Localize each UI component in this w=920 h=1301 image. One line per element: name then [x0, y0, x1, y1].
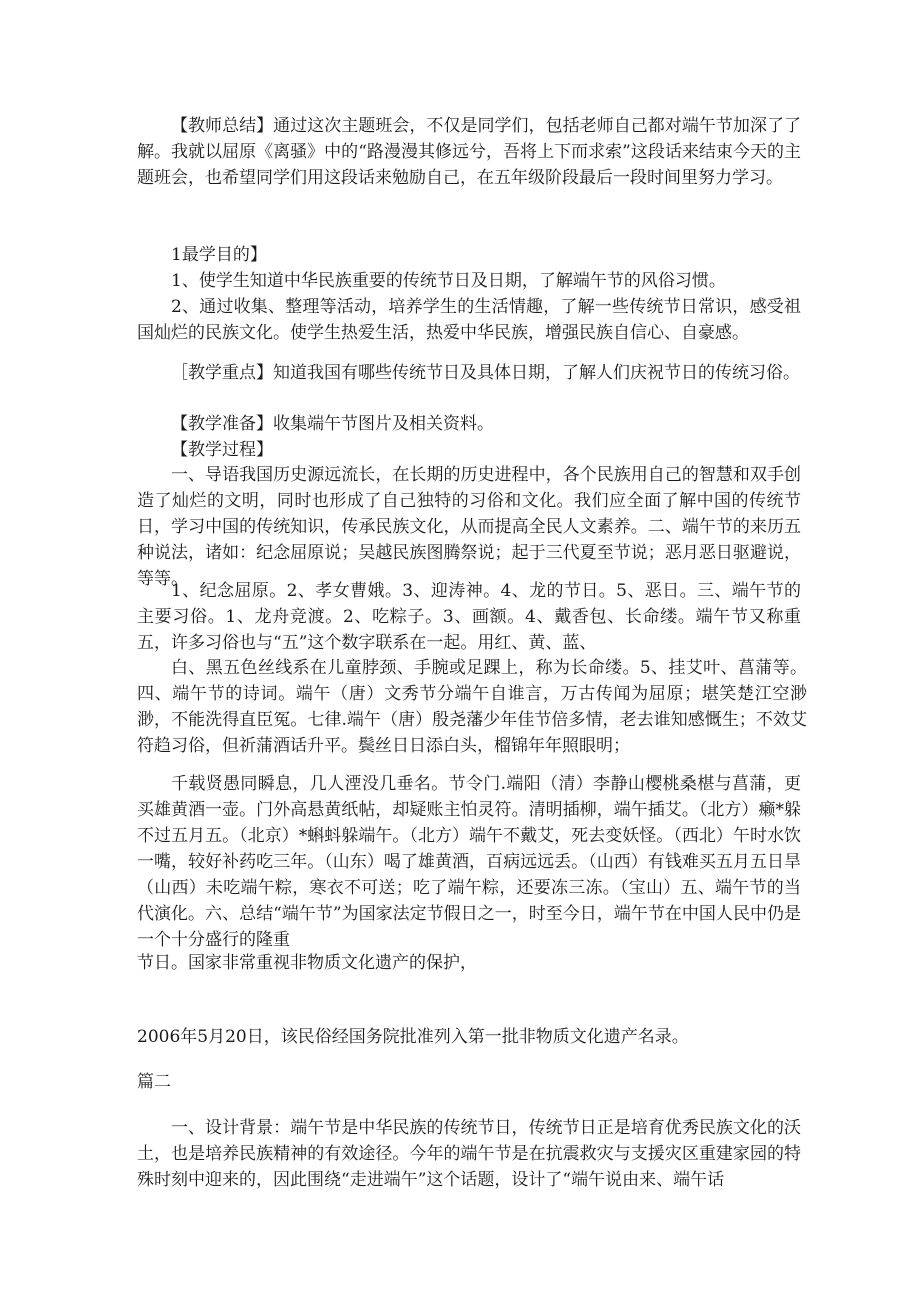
goal-2-paragraph: 2、通过收集、整理等活动，培养学生的生活情趣，了解一些传统节日常识，感受祖国灿烂的民族文化。使学生热爱生活，热爱中华民族，增强民族自信心、自豪感。	[137, 297, 801, 343]
teaching-preparation-paragraph: 【教学准备】收集端午节图片及相关资料。	[171, 414, 494, 434]
introduction-paragraph: 一、导语我国历史源远流长，在长期的历史进程中，各个民族用自己的智慧和双手创造了灿烂的文明，同时也形成了自己独特的习俗和文化。我们应全面了解中国的传统节日，学习中国的传统知识，传承民族文化，从而提高全民人文素养。二、端午节的来历五种说法，诸如：纪念屈原说；吴越民族图腾祭说；起于三代夏至节说；恶月恶日驱避说，等等。	[137, 465, 801, 589]
origins-customs-paragraph: 1、纪念屈原。2、孝女曹娥。3、迎涛神。4、龙的节日。5、恶日。三、端午节的主要习俗。1、龙舟竞渡。2、吃粽子。3、画额。4、戴香包、长命缕。端午节又称重五，许多习俗也与“五”这个数字联系在一起。用红、黄、蓝、	[137, 581, 801, 653]
section-two-heading: 篇二	[137, 1072, 171, 1092]
teaching-focus-paragraph: ［教学重点】知道我国有哪些传统节日及具体日期，了解人们庆祝节日的传统习俗。	[171, 363, 800, 383]
learning-goals-heading: 1最学目的】	[171, 245, 267, 265]
teacher-summary-paragraph: 【教师总结】通过这次主题班会，不仅是同学们，包括老师自己都对端午节加深了了解。我就以屈原《离骚》中的“路漫漫其修远兮，吾将上下而求索”这段话来结束今天的主题班会，也希望同学们用这段话来勉励自己，在五年级阶段最后一段时间里努力学习。	[137, 116, 801, 188]
design-background-paragraph: 一、设计背景：端午节是中华民族的传统节日，传统节日正是培育优秀民族文化的沃土，也是培养民族精神的有效途径。今年的端午节是在抗震救灾与支援灾区重建家园的特殊时刻中迎来的，因此围绕“走进端午”这个话题，设计了“端午说由来、端午话	[137, 1118, 801, 1190]
teaching-process-heading: 【教学过程】	[171, 440, 273, 460]
proverbs-paragraph: 千载贤愚同瞬息，几人湮没几垂名。节令门.端阳（清）李静山樱桃桑椹与菖蒲，更买雄黄酒一壶。门外高悬黄纸帖，却疑账主怕灵符。清明插柳，端午插艾。（北方）癞*躲不过五月五。（北京）*蝌蚪躲端午。（北方）端午不戴艾，死去变妖怪。（西北）午时水饮一嘴，较好补药吃三年。（山东）喝了雄黄酒，百病远远丢。（山西）有钱难买五月五日旱（山西）未吃端午粽，寒衣不可送；吃了端午粽，还要冻三冻。（宝山）五、端午节的当代演化。六、总结“端午节”为国家法定节假日之一，时至今日，端午节在中国人民中仍是一个十分盛行的隆重	[137, 774, 801, 950]
heritage-paragraph: 节日。国家非常重视非物质文化遗产的保护，	[137, 953, 477, 973]
poems-paragraph: 白、黑五色丝线系在儿童脖颈、手腕或足踝上，称为长命缕。5、挂艾叶、菖蒲等。四、端午节的诗词。端午（唐）文秀节分端午自谁言，万古传闻为屈原；堪笑楚江空渺渺，不能洗得直臣冤。七律.端午（唐）殷尧藩少年佳节倍多情，老去谁知感慨生；不效艾符趋习俗，但祈蒲酒话升平。鬓丝日日添白头，榴锦年年照眼明；	[137, 658, 807, 756]
goal-1-paragraph: 1、使学生知道中华民族重要的传统节日及日期，了解端午节的风俗习惯。	[171, 271, 726, 291]
heritage-date-paragraph: 2006年5月20日，该民俗经国务院批准列入第一批非物质文化遗产名录。	[137, 1027, 689, 1047]
